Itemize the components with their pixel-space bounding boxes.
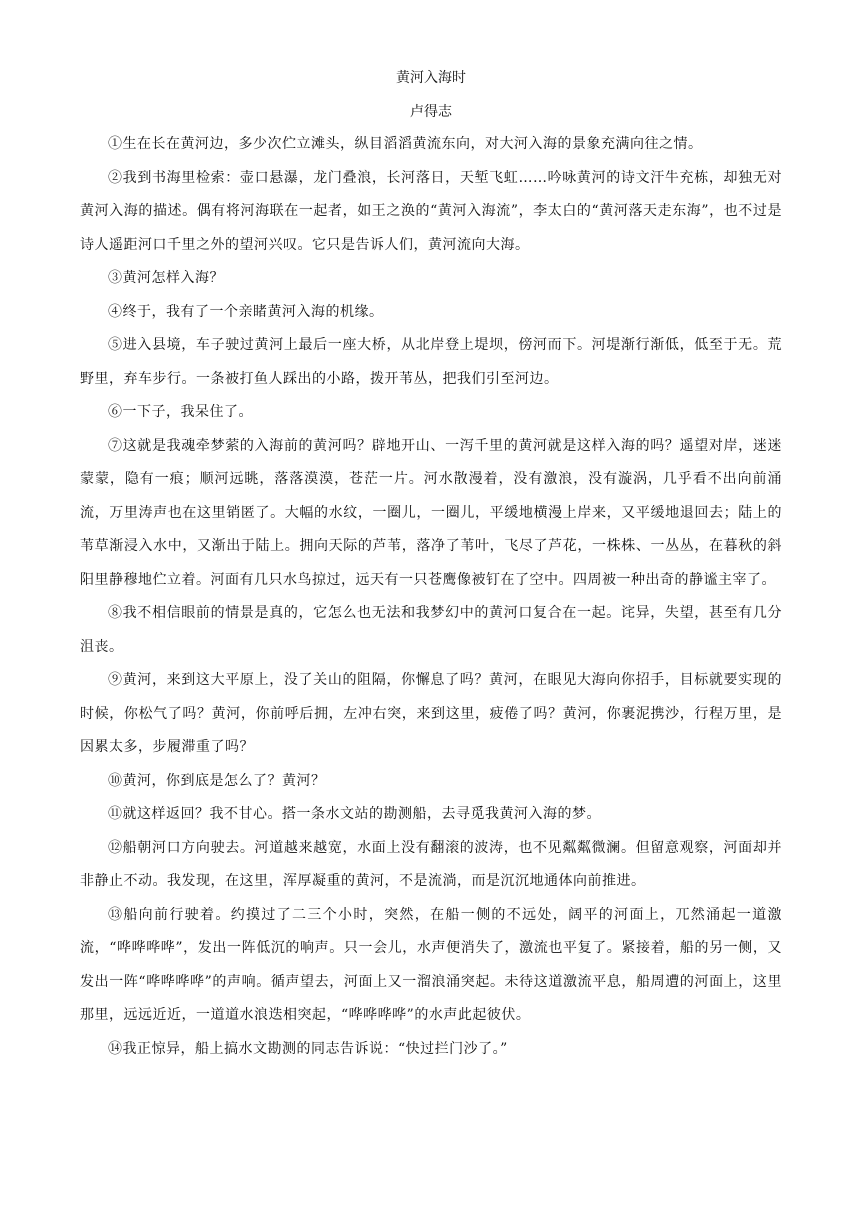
paragraph-2: ②我到书海里检索：壶口悬瀑，龙门叠浪，长河落日，天堑飞虹……吟咏黄河的诗文汗牛充栋，却独无对黄河入海的描述。偶有将河海联在一起者，如王之涣的“黄河入海流”，李太白的“黄河落天走东海”，也不过是诗人遥距河口千里之外的望河兴叹。它只是告诉人们，黄河流向大海。 <box>80 169 782 253</box>
paragraph-1: ①生在长在黄河边，多少次伫立滩头，纵目滔滔黄流东向，对大河入海的景象充满向往之情。 <box>108 136 703 152</box>
paragraph-12: ⑫船朝河口方向驶去。河道越来越宽，水面上没有翻滚的波涛，也不见粼粼微澜。但留意观察，河面却并非静止不动。我发现，在这里，浑厚凝重的黄河，不是流淌，而是沉沉地通体向前推进。 <box>80 839 782 889</box>
paragraph-4: ④终于，我有了一个亲睹黄河入海的机缘。 <box>108 303 384 320</box>
paragraph-10: ⑩黄河，你到底是怎么了？黄河？ <box>108 772 326 789</box>
paragraph-3: ③黄河怎样入海？ <box>108 270 224 286</box>
document-page <box>80 68 782 1066</box>
paragraph-6: ⑥一下子，我呆住了。 <box>108 404 253 420</box>
paragraph-13: ⑬船向前行驶着。约摸过了二三个小时，突然，在船一侧的不远处，阔平的河面上，兀然涌起一道激流，“哗哗哗哗”，发出一阵低沉的响声。只一会儿，水声便消失了，激流也平复了。紧接着，船的另一侧，又发出一阵“哗哗哗哗”的声响。循声望去，河面上又一溜浪涌突起。未待这道激流平息，船周遭的河面上，这里那里，远远近近，一道道水浪迭相突起，“哗哗哗哗”的水声此起彼伏。 <box>80 906 782 1023</box>
article-author: 卢得志 <box>410 104 452 120</box>
paragraph-14: ⑭我正惊异，船上搞水文勘测的同志告诉说：“快过拦门沙了。” <box>108 1040 508 1057</box>
paragraph-11: ⑪就这样返回？我不甘心。搭一条水文站的勘测船，去寻觅我黄河入海的梦。 <box>108 806 601 822</box>
paragraph-5: ⑤进入县境，车子驶过黄河上最后一座大桥，从北岸登上堤坝，傍河而下。河堤渐行渐低，低至于无。荒野里，弃车步行。一条被打鱼人踩出的小路，拨开苇丛，把我们引至河边。 <box>80 337 782 387</box>
paragraph-9: ⑨黄河，来到这大平原上，没了关山的阻隔，你懈息了吗？黄河，在眼见大海向你招手，目标就要实现的时候，你松气了吗？黄河，你前呼后拥，左冲右突，来到这里，疲倦了吗？黄河，你裹泥携沙，行程万里，是因累太多，步履滞重了吗？ <box>80 672 782 755</box>
paragraph-7: ⑦这就是我魂牵梦萦的入海前的黄河吗？辟地开山、一泻千里的黄河就是这样入海的吗？遥望对岸，迷迷蒙蒙，隐有一痕；顺河远眺，落落漠漠，苍茫一片。河水散漫着，没有激浪，没有漩涡，几乎看不出向前涌流，万里涛声也在这里销匿了。大幅的水纹，一圈儿，一圈儿，平缓地横漫上岸来，又平缓地退回去；陆上的苇草渐浸入水中，又渐出于陆上。拥向天际的芦苇，落净了苇叶，飞尽了芦花，一株株、一丛丛，在暮秋的斜阳里静穆地伫立着。河面有几只水鸟掠过，远天有一只苍鹰像被钉在了空中。四周被一种出奇的静谧主宰了。 <box>80 437 782 588</box>
paragraph-8: ⑧我不相信眼前的情景是真的，它怎么也无法和我梦幻中的黄河口复合在一起。诧异，失望，甚至有几分沮丧。 <box>80 605 782 655</box>
article-title: 黄河入海时 <box>396 70 466 86</box>
